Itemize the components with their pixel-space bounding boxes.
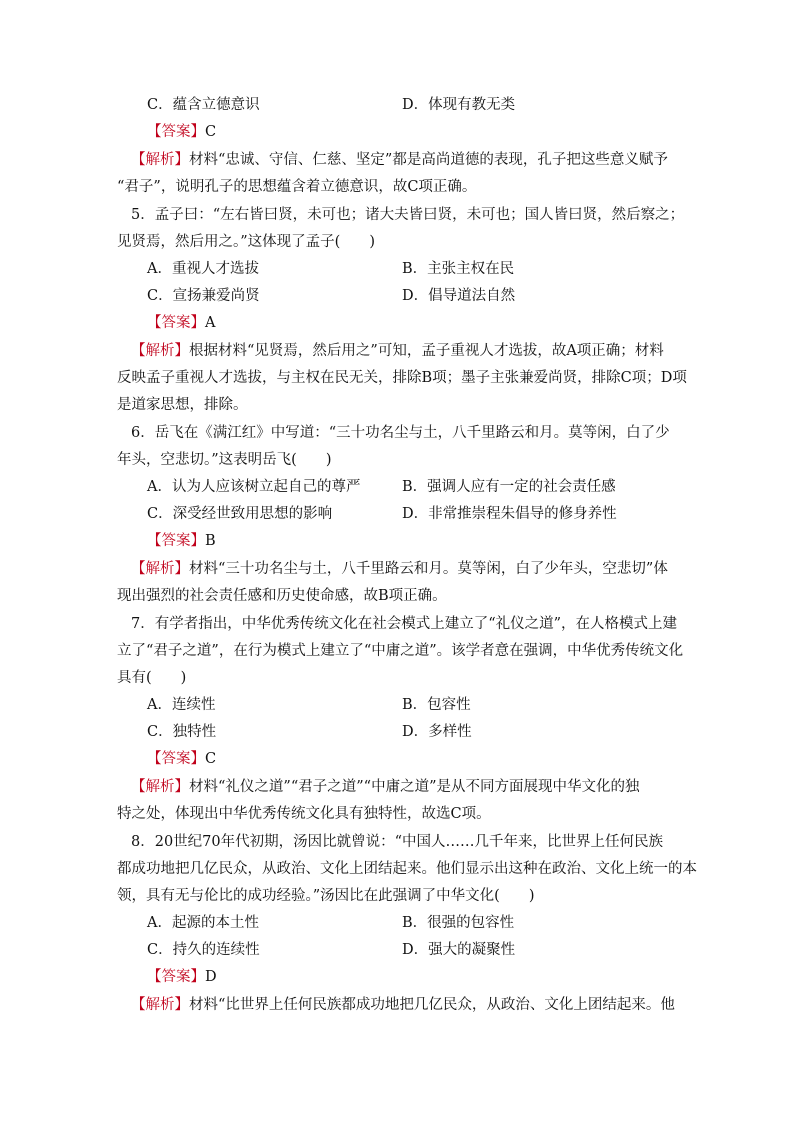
answer-line [147,749,216,769]
analysis-text: 材料“礼仪之道”“君子之道”“中庸之道”是从不同方面展现中华文化的独 [189,779,640,795]
answer-line [147,122,216,142]
option-a: A．重视人才选拔 [147,261,259,277]
option-b: B．包容性 [402,697,471,713]
analysis-tag: 【解析】 [131,779,189,795]
option-a: A．认为人应该树立起自己的尊严 [147,479,361,495]
option-d: D．多样性 [402,724,472,740]
analysis-text: 现出强烈的社会责任感和历史使命感，故B项正确。 [117,588,447,604]
analysis-tag: 【解析】 [131,152,189,168]
analysis-text: 反映孟子重视人才选拔，与主权在民无关，排除B项；墨子主张兼爱尚贤，排除C项；D项 [117,370,687,386]
analysis-text: 材料“三十功名尘与土，八千里路云和月。莫等闲，白了少年头，空悲切”体 [189,561,668,577]
option-c: C．独特性 [147,724,217,740]
option-b: B．强调人应有一定的社会责任感 [402,479,616,495]
analysis-text: 是道家思想，排除。 [117,397,248,413]
answer-value: B [205,533,216,549]
option-a: A．连续性 [147,697,216,713]
option-c: C．宣扬兼爱尚贤 [147,288,260,304]
analysis-text: 特之处，体现出中华优秀传统文化具有独特性，故选C项。 [117,806,491,822]
option-b: B．很强的包容性 [402,915,515,931]
option-c: C．持久的连续性 [147,942,260,958]
question-stem: 都成功地把几亿民众，从政治、文化上团结起来。他们显示出这种在政治、文化上统一的本 [117,861,697,877]
analysis-tag: 【解析】 [131,561,189,577]
option-d: D．非常推崇程朱倡导的修身养性 [402,506,617,522]
question-stem: 7．有学者指出，中华优秀传统文化在社会模式上建立了“礼仪之道”，在人格模式上建 [131,616,678,632]
answer-tag: 【答案】 [147,124,205,140]
answer-line [147,531,216,551]
analysis-text: 材料“比世界上任何民族都成功地把几亿民众，从政治、文化上团结起来。他 [189,997,675,1013]
analysis-tag: 【解析】 [131,997,189,1013]
question-stem: 年头，空悲切。”这表明岳飞( ) [117,452,332,468]
option-a: A．起源的本土性 [147,915,259,931]
analysis-line [131,995,675,1015]
question-stem: 具有( ) [117,670,187,686]
analysis-text: “君子”，说明孔子的思想蕴含着立德意识，故C项正确。 [117,179,477,195]
analysis-line [131,559,668,579]
answer-tag: 【答案】 [147,533,205,549]
analysis-line [131,150,668,170]
analysis-text: 根据材料“见贤焉，然后用之”可知，孟子重视人才选拔，故A项正确；材料 [189,343,664,359]
question-stem: 领，具有无与伦比的成功经验。”汤因比在此强调了中华文化( ) [117,888,535,904]
option-b: B．主张主权在民 [402,261,515,277]
option-d: D．倡导道法自然 [402,288,516,304]
answer-tag: 【答案】 [147,315,205,331]
question-stem: 6．岳飞在《满江红》中写道：“三十功名尘与土，八千里路云和月。莫等闲，白了少 [131,425,670,441]
analysis-tag: 【解析】 [131,343,189,359]
analysis-text: 材料“忠诚、守信、仁慈、坚定”都是高尚道德的表现，孔子把这些意义赋予 [189,152,668,168]
question-stem: 8．20世纪70年代初期，汤因比就曾说：“中国人……几千年来，比世界上任何民族 [131,834,664,850]
answer-value: C [205,751,217,767]
answer-line [147,313,215,333]
analysis-line [131,341,664,361]
answer-value: A [205,315,216,331]
answer-value: D [205,969,217,985]
answer-tag: 【答案】 [147,751,205,767]
option-c: C．蕴含立德意识 [147,97,260,113]
option-c: C．深受经世致用思想的影响 [147,506,333,522]
analysis-line [131,777,639,797]
question-stem: 见贤焉，然后用之。”这体现了孟子( ) [117,234,375,250]
answer-value: C [205,124,217,140]
question-stem: 5．孟子曰：“左右皆曰贤，未可也；诸大夫皆曰贤，未可也；国人皆曰贤，然后察之； [131,207,685,223]
answer-line [147,967,217,987]
option-d: D．强大的凝聚性 [402,942,516,958]
answer-tag: 【答案】 [147,969,205,985]
option-d: D．体现有教无类 [402,97,516,113]
question-stem: 立了“君子之道”，在行为模式上建立了“中庸之道”。该学者意在强调，中华优秀传统文化 [117,643,684,659]
